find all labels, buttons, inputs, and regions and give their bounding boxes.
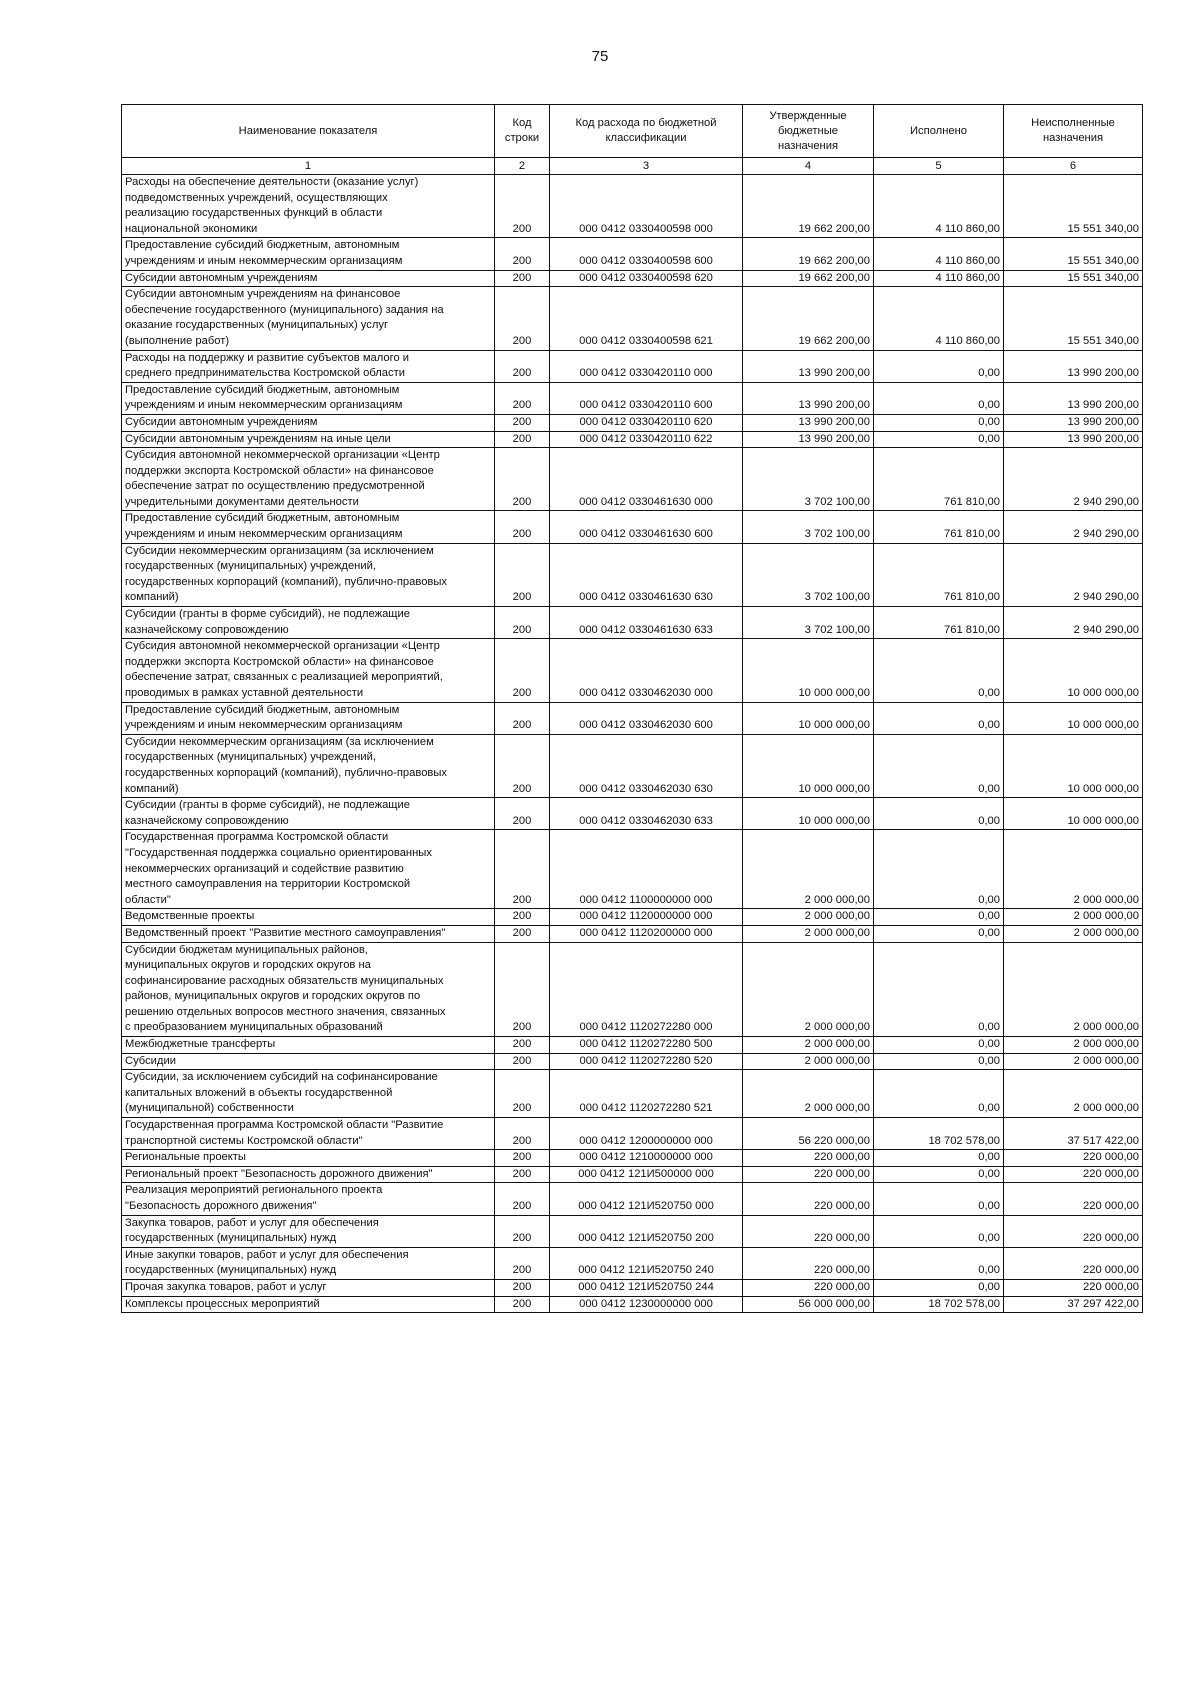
line-code-cell: 200 [495, 1070, 550, 1118]
table-row [122, 942, 1143, 1037]
unexecuted-amount-cell: 220 000,00 [1004, 1150, 1143, 1167]
approved-amount-cell: 220 000,00 [743, 1247, 874, 1279]
table-row [122, 607, 1143, 639]
unexecuted-amount-cell: 13 990 200,00 [1004, 350, 1143, 382]
approved-amount-cell: 220 000,00 [743, 1279, 874, 1296]
executed-amount-cell: 0,00 [874, 1247, 1004, 1279]
approved-amount-cell: 10 000 000,00 [743, 734, 874, 797]
budget-code-cell: 000 0412 1210000000 000 [550, 1150, 743, 1167]
unexecuted-amount-cell: 2 000 000,00 [1004, 1053, 1143, 1070]
unexecuted-amount-cell: 15 551 340,00 [1004, 287, 1143, 350]
approved-amount-cell: 2 000 000,00 [743, 1053, 874, 1070]
column-number: 5 [874, 158, 1004, 175]
line-code-cell: 200 [495, 543, 550, 606]
line-code-cell: 200 [495, 1150, 550, 1167]
executed-amount-cell: 0,00 [874, 1150, 1004, 1167]
budget-code-cell: 000 0412 121И520750 200 [550, 1215, 743, 1247]
unexecuted-amount-cell: 15 551 340,00 [1004, 175, 1143, 238]
indicator-name-cell: Субсидии, за исключением субсидий на софинансирование капитальных вложений в объекты государственной (муниципальной) собственности [122, 1070, 495, 1118]
budget-code-cell: 000 0412 1120000000 000 [550, 909, 743, 926]
executed-amount-cell: 0,00 [874, 734, 1004, 797]
unexecuted-amount-cell: 2 940 290,00 [1004, 607, 1143, 639]
table-row [122, 270, 1143, 287]
line-code-cell: 200 [495, 1053, 550, 1070]
budget-code-cell: 000 0412 0330420110 622 [550, 431, 743, 448]
table-row [122, 431, 1143, 448]
column-number: 6 [1004, 158, 1143, 175]
unexecuted-amount-cell: 2 000 000,00 [1004, 942, 1143, 1037]
budget-code-cell: 000 0412 121И520750 244 [550, 1279, 743, 1296]
line-code-cell: 200 [495, 270, 550, 287]
executed-amount-cell: 4 110 860,00 [874, 270, 1004, 287]
line-code-cell: 200 [495, 798, 550, 830]
indicator-name-cell: Субсидии автономным учреждениям на финансовое обеспечение государственного (муниципального) задания на оказание государственных (муниципальных) услуг (выполнение работ) [122, 287, 495, 350]
approved-amount-cell: 13 990 200,00 [743, 414, 874, 431]
indicator-name-cell: Ведомственный проект "Развитие местного самоуправления" [122, 925, 495, 942]
budget-code-cell: 000 0412 121И520750 240 [550, 1247, 743, 1279]
line-code-cell: 200 [495, 431, 550, 448]
indicator-name-cell: Предоставление субсидий бюджетным, автономным учреждениям и иным некоммерческим организациям [122, 238, 495, 270]
table-row [122, 448, 1143, 511]
unexecuted-amount-cell: 2 000 000,00 [1004, 830, 1143, 909]
unexecuted-amount-cell: 15 551 340,00 [1004, 270, 1143, 287]
indicator-name-cell: Субсидии некоммерческим организациям (за исключением государственных (муниципальных) учреждений, государственных корпораций (компаний), публично-правовых компаний) [122, 734, 495, 797]
approved-amount-cell: 3 702 100,00 [743, 543, 874, 606]
line-code-cell: 200 [495, 1166, 550, 1183]
unexecuted-amount-cell: 37 517 422,00 [1004, 1118, 1143, 1150]
table-row [122, 1150, 1143, 1167]
unexecuted-amount-cell: 220 000,00 [1004, 1215, 1143, 1247]
column-number: 1 [122, 158, 495, 175]
table-row [122, 702, 1143, 734]
approved-amount-cell: 13 990 200,00 [743, 431, 874, 448]
executed-amount-cell: 0,00 [874, 942, 1004, 1037]
approved-amount-cell: 10 000 000,00 [743, 798, 874, 830]
indicator-name-cell: Межбюджетные трансферты [122, 1037, 495, 1054]
approved-amount-cell: 56 000 000,00 [743, 1296, 874, 1313]
budget-code-cell: 000 0412 1100000000 000 [550, 830, 743, 909]
executed-amount-cell: 0,00 [874, 1183, 1004, 1215]
approved-amount-cell: 2 000 000,00 [743, 942, 874, 1037]
approved-amount-cell: 13 990 200,00 [743, 382, 874, 414]
budget-code-cell: 000 0412 0330461630 633 [550, 607, 743, 639]
budget-code-cell: 000 0412 0330400598 621 [550, 287, 743, 350]
budget-code-cell: 000 0412 0330461630 600 [550, 511, 743, 543]
table-row [122, 1166, 1143, 1183]
line-code-cell: 200 [495, 1183, 550, 1215]
executed-amount-cell: 761 810,00 [874, 607, 1004, 639]
unexecuted-amount-cell: 220 000,00 [1004, 1183, 1143, 1215]
indicator-name-cell: Региональный проект "Безопасность дорожного движения" [122, 1166, 495, 1183]
indicator-name-cell: Субсидия автономной некоммерческой организации «Центр поддержки экспорта Костромской области» на финансовое обеспечение затрат, связанных с реализацией мероприятий, проводимых в рамках уставной деятельности [122, 639, 495, 702]
approved-amount-cell: 220 000,00 [743, 1215, 874, 1247]
indicator-name-cell: Государственная программа Костромской области "Государственная поддержка социально ориентированных некоммерческих организаций и содействие развитию местного самоуправления на территории Костромской области" [122, 830, 495, 909]
approved-amount-cell: 56 220 000,00 [743, 1118, 874, 1150]
line-code-cell: 200 [495, 607, 550, 639]
approved-amount-cell: 2 000 000,00 [743, 830, 874, 909]
budget-code-cell: 000 0412 1120200000 000 [550, 925, 743, 942]
unexecuted-amount-cell: 2 000 000,00 [1004, 1070, 1143, 1118]
indicator-name-cell: Предоставление субсидий бюджетным, автономным учреждениям и иным некоммерческим организациям [122, 511, 495, 543]
header-approved: Утвержденные бюджетные назначения [743, 105, 874, 158]
budget-code-cell: 000 0412 121И520750 000 [550, 1183, 743, 1215]
unexecuted-amount-cell: 37 297 422,00 [1004, 1296, 1143, 1313]
table-row [122, 798, 1143, 830]
approved-amount-cell: 19 662 200,00 [743, 175, 874, 238]
column-number-row [122, 158, 1143, 175]
header-budget-code: Код расхода по бюджетной классификации [550, 105, 743, 158]
indicator-name-cell: Региональные проекты [122, 1150, 495, 1167]
column-number: 4 [743, 158, 874, 175]
approved-amount-cell: 3 702 100,00 [743, 607, 874, 639]
table-row [122, 1118, 1143, 1150]
table-row [122, 511, 1143, 543]
table-row [122, 543, 1143, 606]
budget-code-cell: 000 0412 1120272280 500 [550, 1037, 743, 1054]
table-row [122, 382, 1143, 414]
line-code-cell: 200 [495, 238, 550, 270]
table-row [122, 414, 1143, 431]
budget-code-cell: 000 0412 0330400598 600 [550, 238, 743, 270]
unexecuted-amount-cell: 2 000 000,00 [1004, 1037, 1143, 1054]
line-code-cell: 200 [495, 511, 550, 543]
table-row [122, 1037, 1143, 1054]
table-row [122, 639, 1143, 702]
budget-code-cell: 000 0412 0330462030 630 [550, 734, 743, 797]
line-code-cell: 200 [495, 175, 550, 238]
column-number: 3 [550, 158, 743, 175]
line-code-cell: 200 [495, 909, 550, 926]
budget-code-cell: 000 0412 1200000000 000 [550, 1118, 743, 1150]
column-number: 2 [495, 158, 550, 175]
line-code-cell: 200 [495, 734, 550, 797]
approved-amount-cell: 220 000,00 [743, 1150, 874, 1167]
indicator-name-cell: Субсидии автономным учреждениям [122, 270, 495, 287]
indicator-name-cell: Расходы на обеспечение деятельности (оказание услуг) подведомственных учреждений, осуществляющих реализацию государственных функций в области национальной экономики [122, 175, 495, 238]
table-row [122, 734, 1143, 797]
indicator-name-cell: Субсидии автономным учреждениям на иные цели [122, 431, 495, 448]
table-row [122, 1296, 1143, 1313]
unexecuted-amount-cell: 10 000 000,00 [1004, 702, 1143, 734]
indicator-name-cell: Расходы на поддержку и развитие субъектов малого и среднего предпринимательства Костромской области [122, 350, 495, 382]
executed-amount-cell: 0,00 [874, 798, 1004, 830]
unexecuted-amount-cell: 2 940 290,00 [1004, 511, 1143, 543]
unexecuted-amount-cell: 220 000,00 [1004, 1247, 1143, 1279]
indicator-name-cell: Субсидии автономным учреждениям [122, 414, 495, 431]
unexecuted-amount-cell: 13 990 200,00 [1004, 431, 1143, 448]
approved-amount-cell: 220 000,00 [743, 1166, 874, 1183]
executed-amount-cell: 761 810,00 [874, 448, 1004, 511]
table-row [122, 175, 1143, 238]
executed-amount-cell: 18 702 578,00 [874, 1118, 1004, 1150]
indicator-name-cell: Субсидии бюджетам муниципальных районов, муниципальных округов и городских округов на софинансирование расходных обязательств муниципальных районов, муниципальных округов и городских округов по решению отдельных вопросов местного значения, связанных с преобразованием муниципальных образований [122, 942, 495, 1037]
executed-amount-cell: 4 110 860,00 [874, 238, 1004, 270]
indicator-name-cell: Комплексы процессных мероприятий [122, 1296, 495, 1313]
line-code-cell: 200 [495, 942, 550, 1037]
table-row [122, 1215, 1143, 1247]
unexecuted-amount-cell: 2 000 000,00 [1004, 909, 1143, 926]
header-indicator-name: Наименование показателя [122, 105, 495, 158]
line-code-cell: 200 [495, 414, 550, 431]
header-unexecuted: Неисполненные назначения [1004, 105, 1143, 158]
executed-amount-cell: 0,00 [874, 1279, 1004, 1296]
line-code-cell: 200 [495, 1247, 550, 1279]
indicator-name-cell: Прочая закупка товаров, работ и услуг [122, 1279, 495, 1296]
budget-code-cell: 000 0412 1120272280 521 [550, 1070, 743, 1118]
budget-code-cell: 000 0412 0330462030 000 [550, 639, 743, 702]
line-code-cell: 200 [495, 1296, 550, 1313]
table-body [122, 175, 1143, 1313]
approved-amount-cell: 2 000 000,00 [743, 925, 874, 942]
line-code-cell: 200 [495, 1118, 550, 1150]
table-row [122, 1279, 1143, 1296]
executed-amount-cell: 0,00 [874, 702, 1004, 734]
indicator-name-cell: Предоставление субсидий бюджетным, автономным учреждениям и иным некоммерческим организациям [122, 702, 495, 734]
executed-amount-cell: 0,00 [874, 1037, 1004, 1054]
line-code-cell: 200 [495, 382, 550, 414]
indicator-name-cell: Субсидии [122, 1053, 495, 1070]
executed-amount-cell: 761 810,00 [874, 511, 1004, 543]
approved-amount-cell: 13 990 200,00 [743, 350, 874, 382]
executed-amount-cell: 4 110 860,00 [874, 175, 1004, 238]
executed-amount-cell: 0,00 [874, 1070, 1004, 1118]
approved-amount-cell: 19 662 200,00 [743, 270, 874, 287]
executed-amount-cell: 0,00 [874, 382, 1004, 414]
unexecuted-amount-cell: 15 551 340,00 [1004, 238, 1143, 270]
budget-code-cell: 000 0412 0330400598 000 [550, 175, 743, 238]
executed-amount-cell: 0,00 [874, 1166, 1004, 1183]
budget-code-cell: 000 0412 0330400598 620 [550, 270, 743, 287]
executed-amount-cell: 0,00 [874, 925, 1004, 942]
approved-amount-cell: 220 000,00 [743, 1183, 874, 1215]
approved-amount-cell: 10 000 000,00 [743, 702, 874, 734]
table-row [122, 350, 1143, 382]
line-code-cell: 200 [495, 287, 550, 350]
indicator-name-cell: Предоставление субсидий бюджетным, автономным учреждениям и иным некоммерческим организациям [122, 382, 495, 414]
indicator-name-cell: Иные закупки товаров, работ и услуг для обеспечения государственных (муниципальных) нужд [122, 1247, 495, 1279]
budget-code-cell: 000 0412 0330462030 633 [550, 798, 743, 830]
executed-amount-cell: 0,00 [874, 639, 1004, 702]
executed-amount-cell: 18 702 578,00 [874, 1296, 1004, 1313]
table-header-row [122, 105, 1143, 158]
executed-amount-cell: 0,00 [874, 414, 1004, 431]
approved-amount-cell: 3 702 100,00 [743, 448, 874, 511]
line-code-cell: 200 [495, 639, 550, 702]
unexecuted-amount-cell: 10 000 000,00 [1004, 639, 1143, 702]
indicator-name-cell: Субсидии (гранты в форме субсидий), не подлежащие казначейскому сопровождению [122, 607, 495, 639]
indicator-name-cell: Субсидия автономной некоммерческой организации «Центр поддержки экспорта Костромской области» на финансовое обеспечение затрат по осуществлению предусмотренной учредительными документами деятельности [122, 448, 495, 511]
unexecuted-amount-cell: 2 000 000,00 [1004, 925, 1143, 942]
approved-amount-cell: 3 702 100,00 [743, 511, 874, 543]
approved-amount-cell: 10 000 000,00 [743, 639, 874, 702]
approved-amount-cell: 19 662 200,00 [743, 287, 874, 350]
table-row [122, 1070, 1143, 1118]
budget-code-cell: 000 0412 0330461630 630 [550, 543, 743, 606]
table-row [122, 909, 1143, 926]
line-code-cell: 200 [495, 830, 550, 909]
indicator-name-cell: Закупка товаров, работ и услуг для обеспечения государственных (муниципальных) нужд [122, 1215, 495, 1247]
line-code-cell: 200 [495, 448, 550, 511]
executed-amount-cell: 0,00 [874, 431, 1004, 448]
budget-code-cell: 000 0412 1120272280 000 [550, 942, 743, 1037]
table-row [122, 925, 1143, 942]
budget-code-cell: 000 0412 0330462030 600 [550, 702, 743, 734]
unexecuted-amount-cell: 220 000,00 [1004, 1279, 1143, 1296]
line-code-cell: 200 [495, 925, 550, 942]
budget-code-cell: 000 0412 1120272280 520 [550, 1053, 743, 1070]
executed-amount-cell: 761 810,00 [874, 543, 1004, 606]
unexecuted-amount-cell: 10 000 000,00 [1004, 734, 1143, 797]
table-row [122, 287, 1143, 350]
unexecuted-amount-cell: 2 940 290,00 [1004, 543, 1143, 606]
line-code-cell: 200 [495, 1279, 550, 1296]
executed-amount-cell: 0,00 [874, 1215, 1004, 1247]
budget-execution-table [121, 104, 1143, 1313]
page-number: 75 [591, 48, 609, 65]
unexecuted-amount-cell: 2 940 290,00 [1004, 448, 1143, 511]
header-line-code: Код строки [495, 105, 550, 158]
indicator-name-cell: Субсидии некоммерческим организациям (за исключением государственных (муниципальных) учреждений, государственных корпораций (компаний), публично-правовых компаний) [122, 543, 495, 606]
indicator-name-cell: Государственная программа Костромской области "Развитие транспортной системы Костромской области" [122, 1118, 495, 1150]
table-row [122, 830, 1143, 909]
approved-amount-cell: 2 000 000,00 [743, 1070, 874, 1118]
budget-code-cell: 000 0412 0330420110 600 [550, 382, 743, 414]
approved-amount-cell: 2 000 000,00 [743, 1037, 874, 1054]
executed-amount-cell: 0,00 [874, 1053, 1004, 1070]
line-code-cell: 200 [495, 350, 550, 382]
header-executed: Исполнено [874, 105, 1004, 158]
budget-code-cell: 000 0412 121И500000 000 [550, 1166, 743, 1183]
budget-code-cell: 000 0412 0330420110 000 [550, 350, 743, 382]
approved-amount-cell: 19 662 200,00 [743, 238, 874, 270]
executed-amount-cell: 0,00 [874, 909, 1004, 926]
budget-code-cell: 000 0412 0330461630 000 [550, 448, 743, 511]
unexecuted-amount-cell: 10 000 000,00 [1004, 798, 1143, 830]
executed-amount-cell: 0,00 [874, 350, 1004, 382]
executed-amount-cell: 4 110 860,00 [874, 287, 1004, 350]
executed-amount-cell: 0,00 [874, 830, 1004, 909]
line-code-cell: 200 [495, 1037, 550, 1054]
unexecuted-amount-cell: 13 990 200,00 [1004, 382, 1143, 414]
approved-amount-cell: 2 000 000,00 [743, 909, 874, 926]
line-code-cell: 200 [495, 702, 550, 734]
budget-code-cell: 000 0412 1230000000 000 [550, 1296, 743, 1313]
budget-code-cell: 000 0412 0330420110 620 [550, 414, 743, 431]
indicator-name-cell: Реализация мероприятий регионального проекта "Безопасность дорожного движения" [122, 1183, 495, 1215]
line-code-cell: 200 [495, 1215, 550, 1247]
indicator-name-cell: Ведомственные проекты [122, 909, 495, 926]
table-row [122, 1183, 1143, 1215]
table-row [122, 238, 1143, 270]
table-row [122, 1247, 1143, 1279]
unexecuted-amount-cell: 220 000,00 [1004, 1166, 1143, 1183]
indicator-name-cell: Субсидии (гранты в форме субсидий), не подлежащие казначейскому сопровождению [122, 798, 495, 830]
table-row [122, 1053, 1143, 1070]
unexecuted-amount-cell: 13 990 200,00 [1004, 414, 1143, 431]
